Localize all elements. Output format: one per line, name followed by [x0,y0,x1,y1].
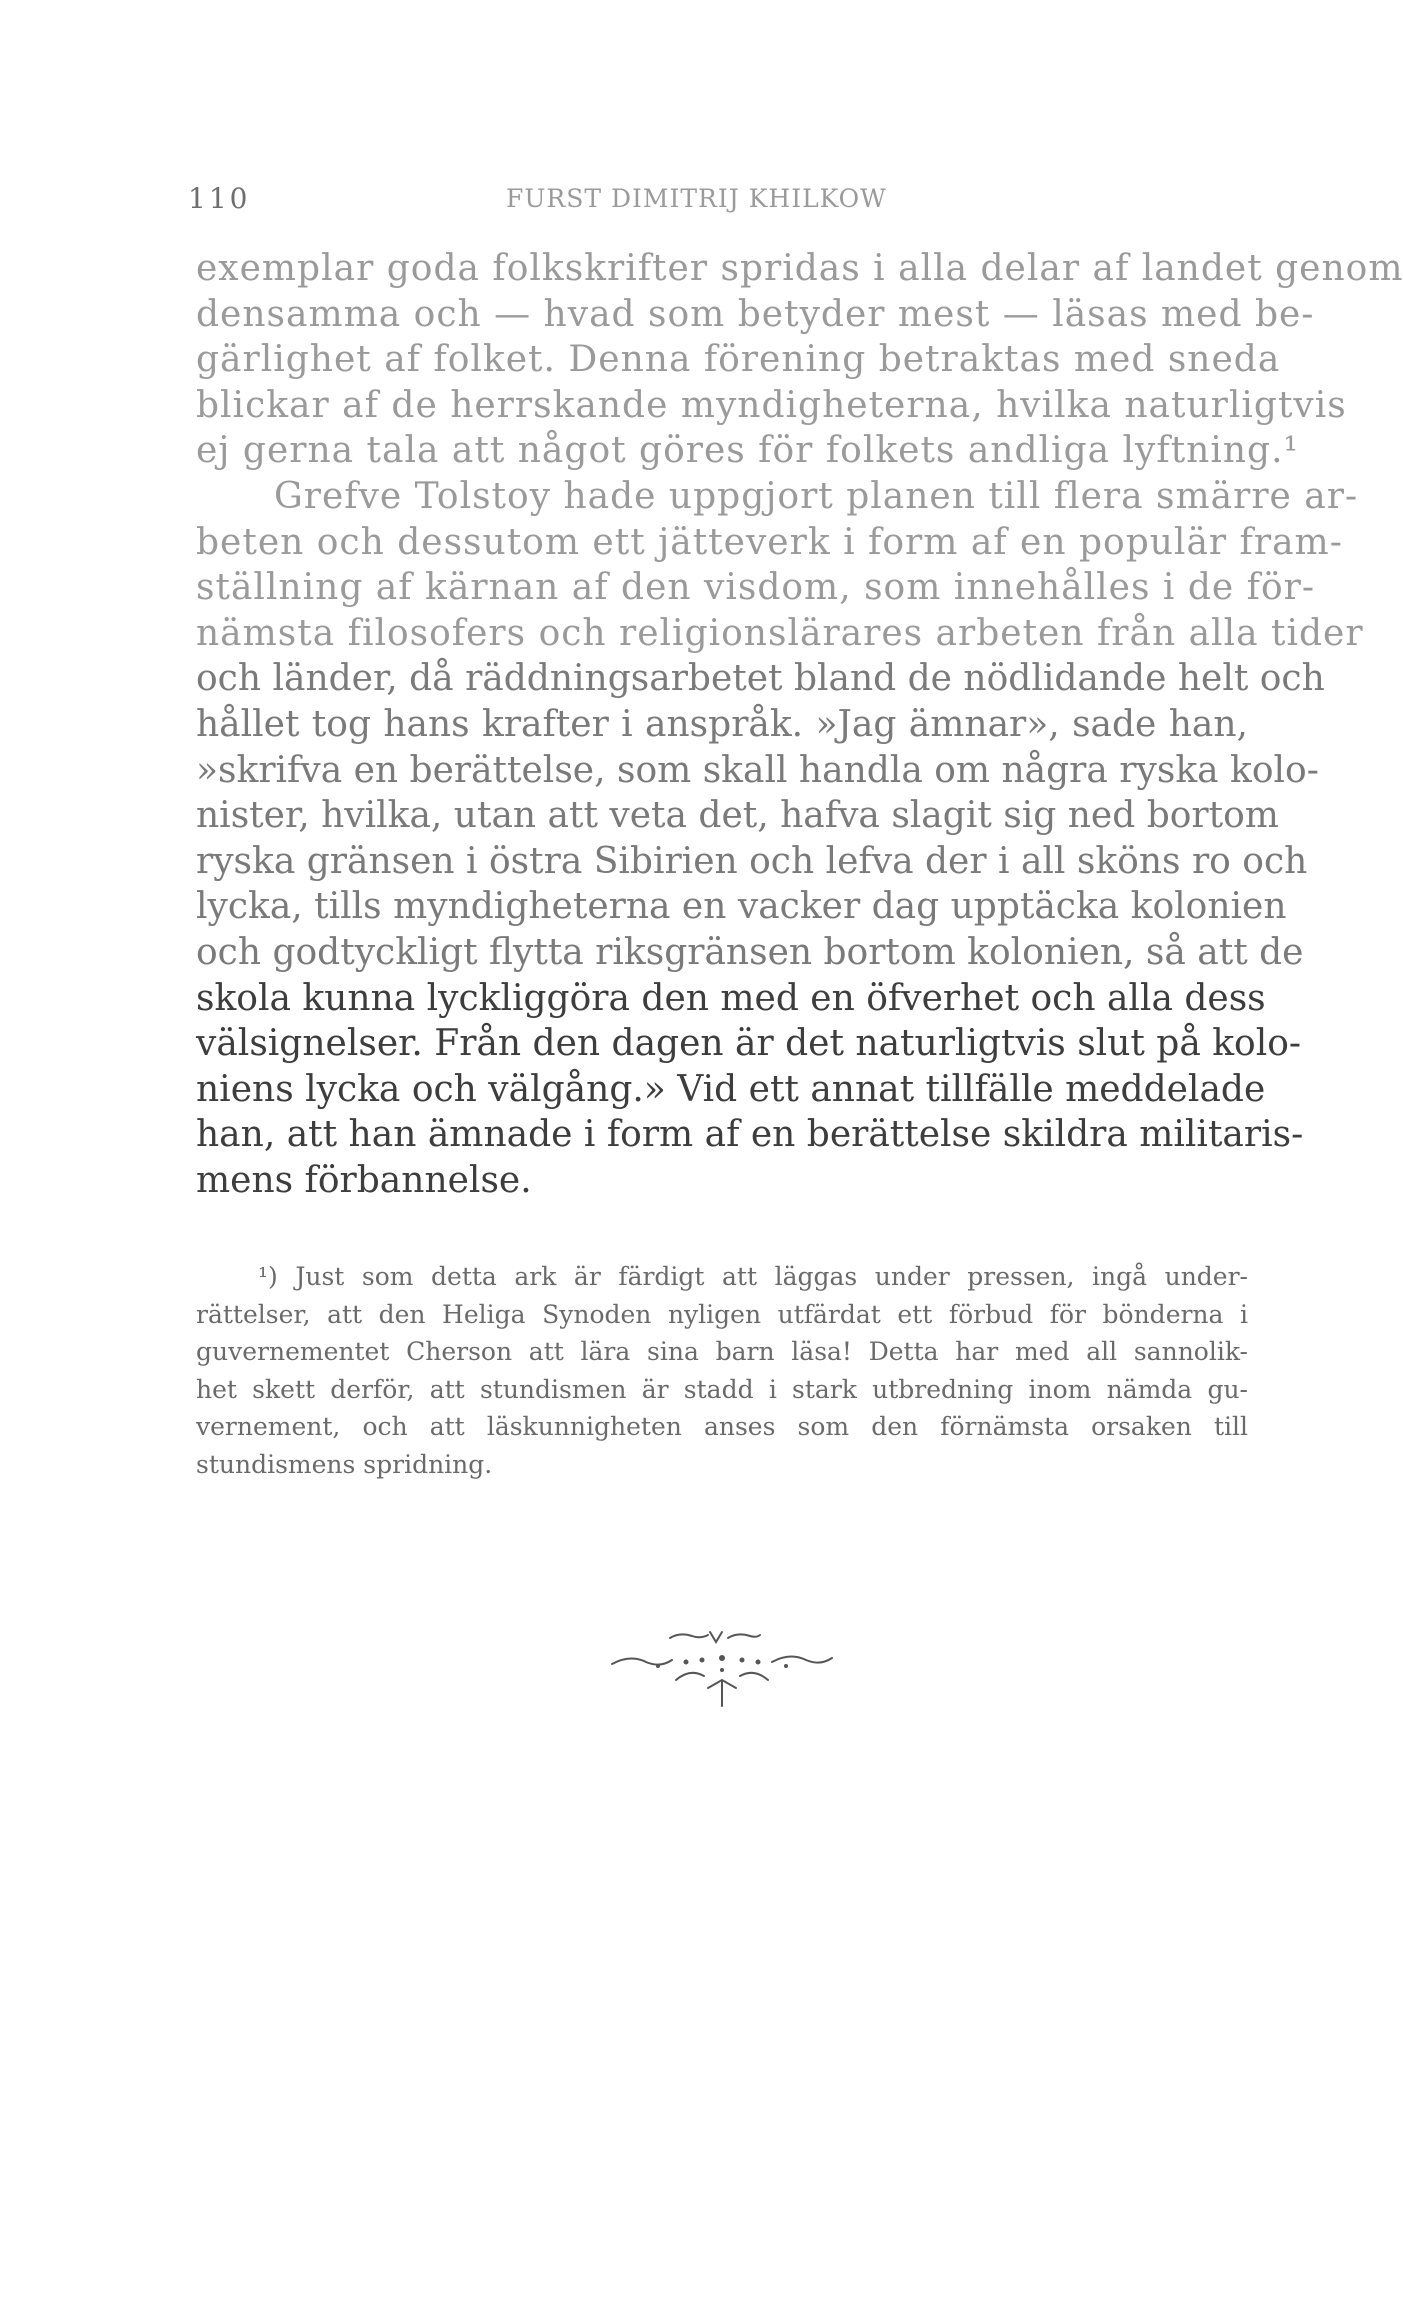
footnote-marker: ¹) [258,1262,278,1291]
body-line: ej gerna tala att något göres för folkets andliga lyftning.¹ [196,430,1299,472]
body-line: exemplar goda folkskrifter spridas i alla delar af landet genom [196,248,1403,289]
body-line: blickar af de herrskande myndigheterna, hvilka naturligtvis [196,384,1347,426]
body-line: beten och dessutom ett jätteverk i form af en populär fram- [196,521,1343,563]
body-line: ryska gränsen i östra Sibirien och lefva der i all sköns ro och [196,840,1308,882]
body-line: gärlighet af folket. Denna förening betraktas med sneda [196,339,1281,381]
footnote-line: het skett derför, att stundismen är stadd i stark utbredning inom nämda gu- [196,1374,1248,1404]
body-line: nämsta filosofers och religionslärares arbeten från alla tider [196,612,1364,654]
page-number: 110 [188,182,251,215]
body-line: »skrifva en berättelse, som skall handla om några ryska kolo- [196,749,1319,791]
body-line: densamma och — hvad som betyder mest — läsas med be- [196,293,1315,335]
footnote-line: stundismens spridning. [196,1449,493,1479]
body-line: och länder, då räddningsarbetet bland de nödlidande helt och [196,658,1325,700]
body-line: mens förbannelse. [196,1159,532,1201]
body-line: ställning af kärnan af den visdom, som innehålles i de för- [196,567,1316,609]
floral-tailpiece-ornament-icon [598,1618,846,1710]
footnote-text: Just som detta ark är färdigt att läggas under pressen, ingå under- [295,1262,1249,1291]
body-line: välsignelser. Från den dagen är det naturligtvis slut på kolo- [196,1023,1302,1065]
body-line: hållet tog hans krafter i anspråk. »Jag ämnar», sade han, [196,703,1248,745]
body-text [196,246,1403,1203]
body-line: skola kunna lyckliggöra den med en öfverhet och alla dess [196,977,1266,1019]
footnote [196,1258,1248,1483]
footnote-line: rättelser, att den Heliga Synoden nyligen utfärdat ett förbud för bönderna i [196,1299,1248,1329]
body-line: lycka, tills myndigheterna en vacker dag upptäcka kolonien [196,886,1287,928]
body-line: han, att han ämnade i form af en berättelse skildra militaris- [196,1114,1304,1156]
running-head [188,182,1248,222]
running-title: FURST DIMITRIJ KHILKOW [506,184,887,213]
body-line: Grefve Tolstoy hade uppgjort planen till flera smärre ar- [274,475,1359,517]
footnote-line: vernement, och att läskunnigheten anses som den förnämsta orsaken till [196,1412,1248,1441]
footnote-line [196,1258,1248,1296]
body-line: niens lycka och välgång.» Vid ett annat tillfälle meddelade [196,1068,1266,1110]
footnote-line: guvernementet Cherson att lära sina barn läsa! Detta har med all sannolik- [196,1337,1248,1366]
body-line: nister, hvilka, utan att veta det, hafva slagit sig ned bortom [196,795,1279,837]
body-line: och godtyckligt flytta riksgränsen bortom kolonien, så att de [196,931,1304,973]
